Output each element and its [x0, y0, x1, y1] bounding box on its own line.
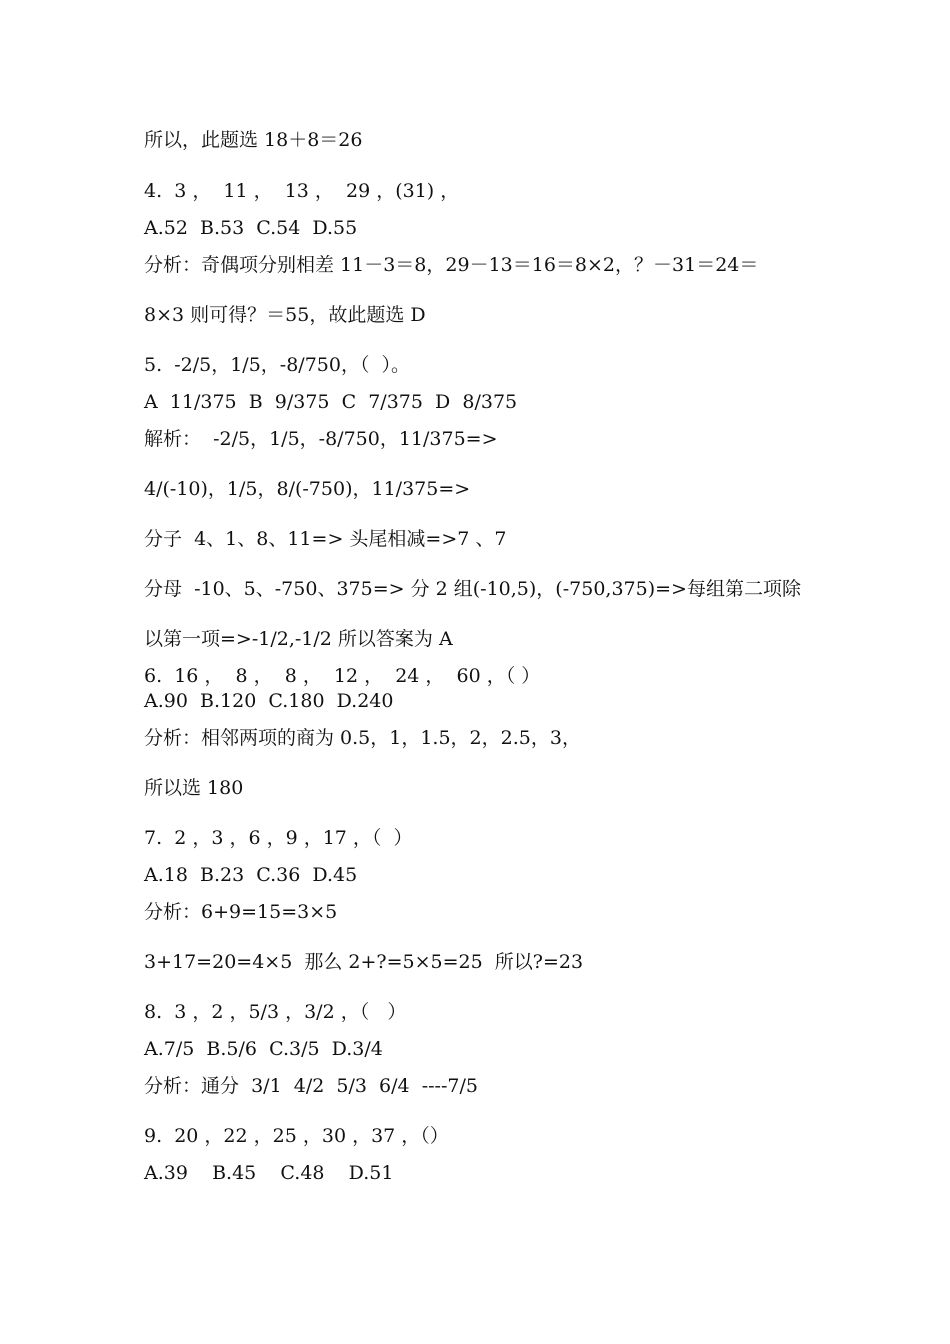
question-9: 9. 20 ，22 ，25 ，30 ，37 ，（）: [144, 1125, 449, 1147]
question-9-options: A.39 B.45 C.48 D.51: [144, 1162, 394, 1184]
question-5-options: A 11/375 B 9/375 C 7/375 D 8/375: [144, 391, 518, 413]
question-7-analysis: 分析：6+9=15=3×5: [144, 901, 338, 923]
question-7: 7. 2 ，3 ，6 ，9 ，17 ，（ ）: [144, 827, 413, 849]
question-4-analysis: 分析：奇偶项分别相差 11－3＝8，29－13＝16＝8×2，？－31＝24＝: [144, 254, 759, 276]
question-8-options: A.7/5 B.5/6 C.3/5 D.3/4: [144, 1038, 383, 1060]
question-4-analysis-cont: 8×3 则可得？＝55，故此题选 D: [144, 304, 426, 326]
question-5-analysis: 解析： -2/5，1/5，-8/750，11/375=>: [144, 428, 498, 450]
question-5-numerator: 分子 4、1、8、11=> 头尾相减=>7 、7: [144, 528, 507, 550]
question-6: 6. 16 ， 8 ， 8 ， 12 ， 24 ， 60 ，（ ）: [144, 665, 541, 687]
question-5-analysis-cont: 4/(-10)，1/5，8/(-750)，11/375=>: [144, 478, 471, 500]
question-7-options: A.18 B.23 C.36 D.45: [144, 864, 358, 886]
question-7-analysis-cont: 3+17=20=4×5 那么 2+?=5×5=25 所以?=23: [144, 951, 584, 973]
question-6-analysis: 分析：相邻两项的商为 0.5，1，1.5，2，2.5，3，: [144, 727, 581, 749]
question-5: 5. -2/5，1/5，-8/750，（ ）。: [144, 354, 411, 376]
question-6-conclusion: 所以选 180: [144, 777, 244, 799]
question-4: 4. 3 ， 11 ， 13 ， 29 ，(31) ，: [144, 180, 460, 202]
question-8: 8. 3 ，2 ，5/3 ，3/2 ，（ ）: [144, 1001, 407, 1023]
question-4-options: A.52 B.53 C.54 D.55: [144, 217, 358, 239]
question-8-analysis: 分析：通分 3/1 4/2 5/3 6/4 ----7/5: [144, 1075, 478, 1097]
text-line: 所以，此题选 18＋8＝26: [144, 129, 363, 151]
question-5-conclusion: 以第一项=>-1/2,-1/2 所以答案为 A: [144, 628, 453, 650]
question-5-denominator: 分母 -10、5、-750、375=> 分 2 组(-10,5)，(-750,375)=>每组第二项除: [144, 578, 801, 600]
question-6-options: A.90 B.120 C.180 D.240: [144, 690, 394, 712]
